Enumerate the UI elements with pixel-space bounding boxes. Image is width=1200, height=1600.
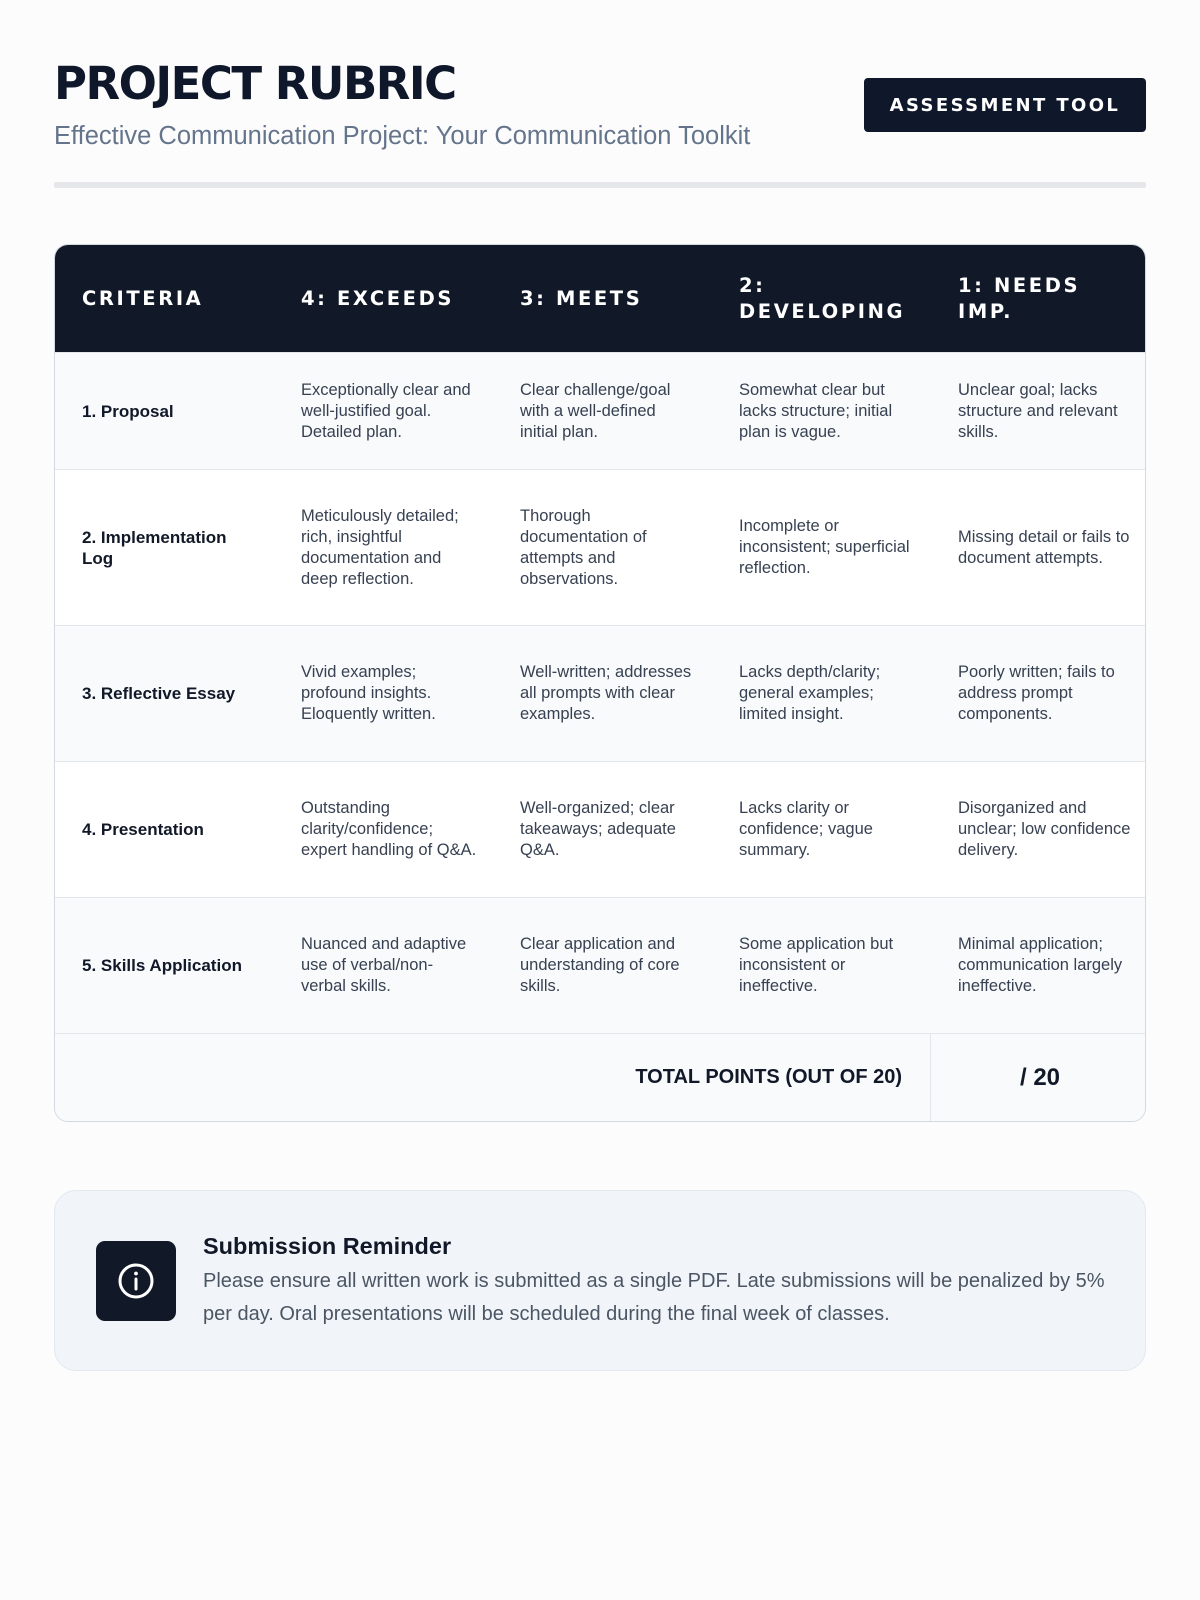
page-header xyxy=(54,58,1146,152)
column-header-meets: 3: MEETS xyxy=(520,286,643,310)
total-row xyxy=(55,1033,1145,1121)
page-subtitle: Effective Communication Project: Your Communication Toolkit xyxy=(54,122,751,150)
assessment-tool-badge: ASSESSMENT TOOL xyxy=(864,78,1146,132)
meets-cell: Clear challenge/goal with a well-defined initial plan. xyxy=(520,380,671,441)
developing-cell: Some application but inconsistent or ineffective. xyxy=(739,935,894,995)
criterion-cell: 1. Proposal xyxy=(82,401,174,421)
submission-reminder xyxy=(54,1190,1146,1371)
criterion-cell: 4. Presentation xyxy=(82,820,204,839)
exceeds-cell: Vivid examples; profound insights. Eloquently written. xyxy=(301,663,436,723)
header-divider xyxy=(54,182,1146,188)
table-row xyxy=(55,625,1145,761)
meets-cell: Clear application and understanding of core skills. xyxy=(520,935,680,995)
total-points-value: / 20 xyxy=(1019,1063,1061,1091)
needs-improvement-cell: Missing detail or fails to document attempts. xyxy=(958,527,1130,567)
criterion-cell: 2. Implementation Log xyxy=(82,527,227,568)
meets-cell: Well-written; addresses all prompts with clear examples. xyxy=(520,663,692,723)
criterion-cell: 3. Reflective Essay xyxy=(82,684,236,703)
column-header-developing: 2: DEVELOPING xyxy=(739,273,906,323)
needs-improvement-cell: Disorganized and unclear; low confidence delivery. xyxy=(958,799,1131,859)
exceeds-cell: Nuanced and adaptive use of verbal/non-verbal skills. xyxy=(301,935,467,995)
reminder-body: Please ensure all written work is submitted as a single PDF. Late submissions will be penalized by 5% per day. Oral presentations will be scheduled during the final week of classes. xyxy=(203,1269,1105,1325)
page-title: PROJECT RUBRIC xyxy=(54,57,456,110)
table-row xyxy=(55,761,1145,897)
table-row xyxy=(55,352,1145,469)
total-points-label: TOTAL POINTS (OUT OF 20) xyxy=(55,1034,931,1121)
reminder-title: Submission Reminder xyxy=(203,1232,452,1259)
needs-improvement-cell: Minimal application; communication largely ineffective. xyxy=(958,935,1123,995)
developing-cell: Incomplete or inconsistent; superficial reflection. xyxy=(739,517,910,577)
developing-cell: Lacks depth/clarity; general examples; limited insight. xyxy=(739,663,881,723)
exceeds-cell: Outstanding clarity/confidence; expert handling of Q&A. xyxy=(301,799,477,859)
reminder-text xyxy=(203,1231,1105,1331)
meets-cell: Thorough documentation of attempts and observations. xyxy=(520,506,647,588)
column-header-needs-improvement: 1: NEEDS IMP. xyxy=(958,273,1081,323)
title-block xyxy=(54,58,750,152)
column-header-criteria: CRITERIA xyxy=(82,286,204,310)
info-icon xyxy=(96,1241,176,1321)
developing-cell: Somewhat clear but lacks structure; initial plan is vague. xyxy=(739,380,893,441)
meets-cell: Well-organized; clear takeaways; adequate Q&A. xyxy=(520,799,676,859)
table-row xyxy=(55,469,1145,625)
developing-cell: Lacks clarity or confidence; vague summary. xyxy=(739,799,873,859)
table-header xyxy=(55,245,1145,352)
exceeds-cell: Meticulously detailed; rich, insightful documentation and deep reflection. xyxy=(301,506,459,588)
column-header-exceeds: 4: EXCEEDS xyxy=(301,286,454,310)
needs-improvement-cell: Unclear goal; lacks structure and relevant skills. xyxy=(958,380,1118,441)
rubric-table xyxy=(54,244,1146,1122)
criterion-cell: 5. Skills Application xyxy=(82,956,242,975)
exceeds-cell: Exceptionally clear and well-justified goal. Detailed plan. xyxy=(301,380,471,441)
needs-improvement-cell: Poorly written; fails to address prompt components. xyxy=(958,663,1115,723)
table-row xyxy=(55,897,1145,1033)
